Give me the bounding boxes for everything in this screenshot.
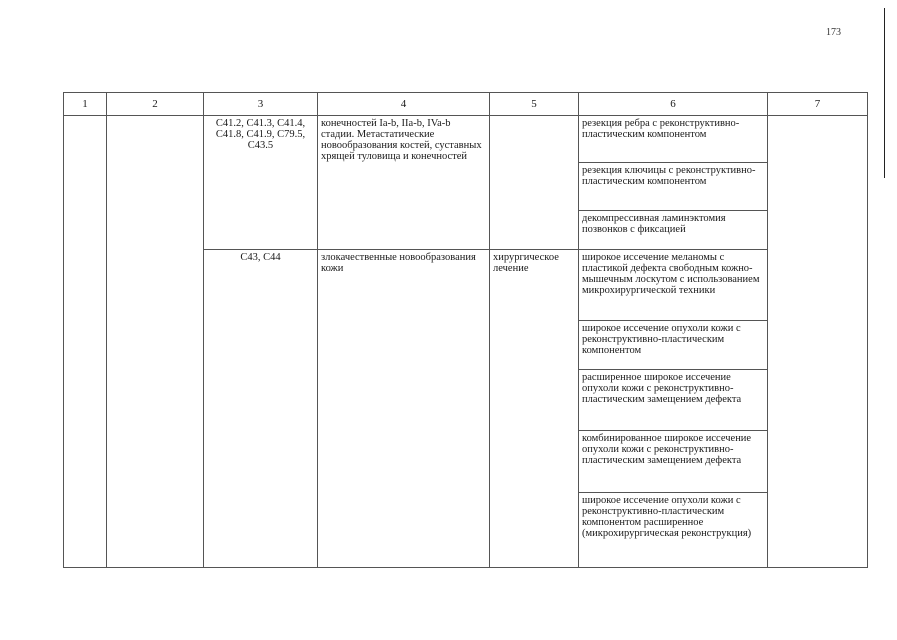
column-1-cell — [64, 116, 107, 568]
diagnosis-cell: злокачественные новообразования кожи — [318, 250, 490, 568]
column-header: 1 — [64, 93, 107, 116]
column-2-cell — [107, 116, 204, 568]
procedure-cell: широкое иссечение опухоли кожи с реконструктивно-пластическим компонентом расширенное (микрохирургическая реконструкция) — [579, 493, 768, 568]
icd-codes-cell: C43, C44 — [204, 250, 318, 568]
column-header: 4 — [318, 93, 490, 116]
table-row — [64, 116, 868, 163]
procedure-cell: широкое иссечение опухоли кожи с реконструктивно-пластическим компонентом — [579, 321, 768, 370]
table-header-row — [64, 93, 868, 116]
procedure-cell: широкое иссечение меланомы с пластикой дефекта свободным кожно-мышечным лоскутом с использованием микрохирургической техники — [579, 250, 768, 321]
treatment-cell — [490, 116, 579, 250]
column-header: 2 — [107, 93, 204, 116]
procedure-cell: расширенное широкое иссечение опухоли кожи с реконструктивно-пластическим замещением дефекта — [579, 370, 768, 431]
procedure-cell: резекция ребра с реконструктивно-пластическим компонентом — [579, 116, 768, 163]
column-header: 7 — [768, 93, 868, 116]
column-header: 5 — [490, 93, 579, 116]
procedure-cell: резекция ключицы с реконструктивно-пластическим компонентом — [579, 163, 768, 211]
icd-codes-cell: C41.2, C41.3, C41.4, C41.8, C41.9, C79.5, C43.5 — [204, 116, 318, 250]
procedures-table — [63, 92, 868, 568]
column-header: 3 — [204, 93, 318, 116]
column-7-cell — [768, 116, 868, 568]
column-header: 6 — [579, 93, 768, 116]
page-number: 173 — [826, 27, 841, 38]
procedure-cell: декомпрессивная ламинэктомия позвонков с фиксацией — [579, 211, 768, 250]
procedure-cell: комбинированное широкое иссечение опухоли кожи с реконструктивно-пластическим замещением дефекта — [579, 431, 768, 493]
treatment-cell: хирургическое лечение — [490, 250, 579, 568]
diagnosis-cell: конечностей Ia-b, IIa-b, IVa-b стадии. Метастатические новообразования костей, суставных хрящей туловища и конечностей — [318, 116, 490, 250]
margin-rule — [884, 8, 885, 178]
